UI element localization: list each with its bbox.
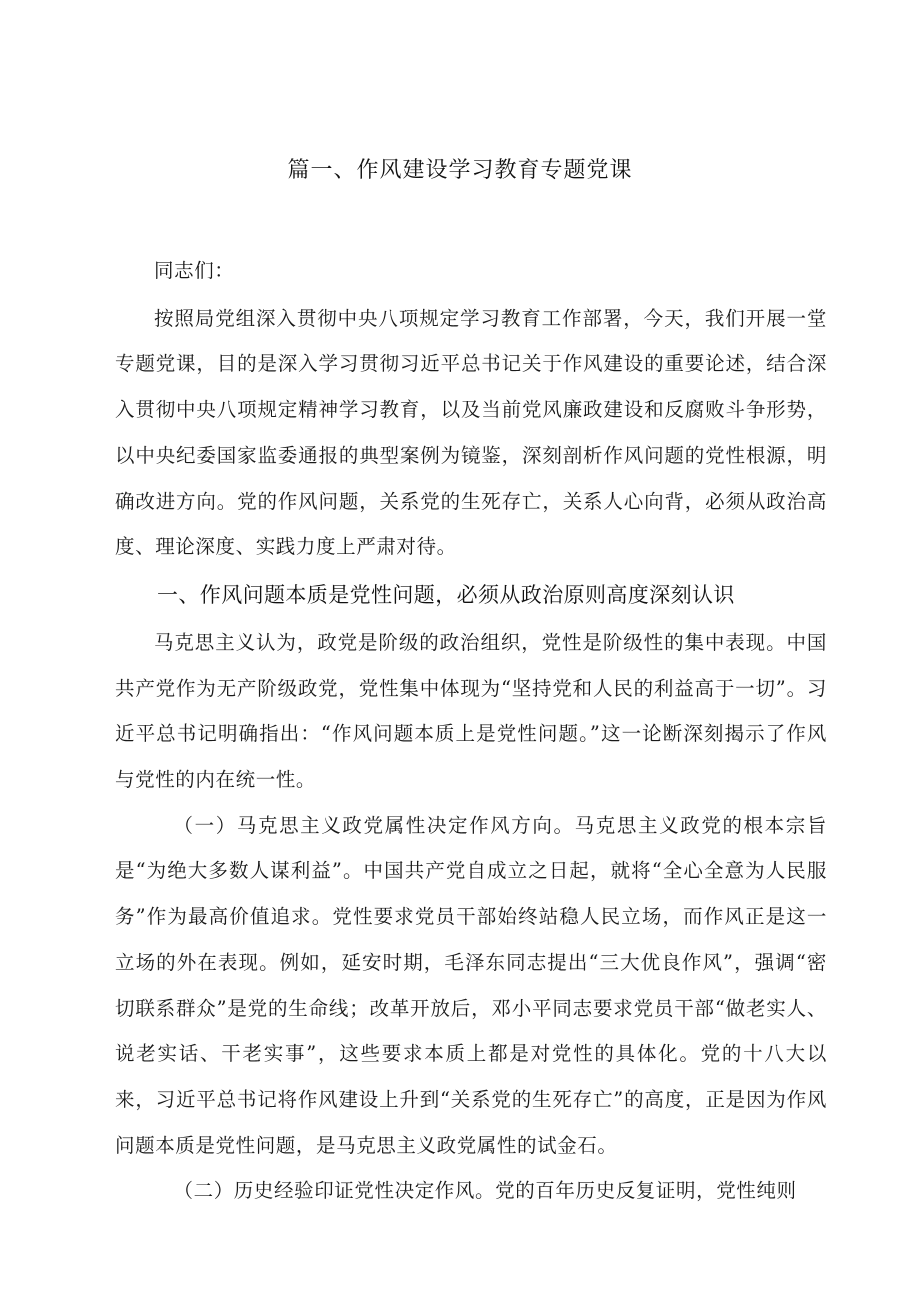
section-heading-1: 一、作风问题本质是党性问题，必须从政治原则高度深刻认识 <box>157 582 735 607</box>
intro-paragraph: 按照局党组深入贯彻中央八项规定学习教育工作部署，今天，我们开展一堂专题党课，目的是深入学习贯彻习近平总书记关于作风建设的重要论述，结合深入贯彻中央八项规定精神学习教育，以及当前党风廉政建设和反腐败斗争形势，以中央纪委国家监委通报的典型案例为镜鉴，深刻剖析作风问题的党性根源，明确改进方向。党的作风问题，关系党的生死存亡，关系人心向背，必须从政治高度、理论深度、实践力度上严肃对待。 <box>115 306 827 559</box>
document-title: 篇一、作风建设学习教育专题党课 <box>287 158 633 183</box>
point-2-paragraph: （二）历史经验印证党性决定作风。党的百年历史反复证明，党性纯则 <box>173 1179 797 1203</box>
salutation: 同志们： <box>154 259 235 282</box>
document-body <box>115 248 827 1214</box>
section-1-intro-paragraph: 马克思主义认为，政党是阶级的政治组织，党性是阶级性的集中表现。中国共产党作为无产阶级政党，党性集中体现为“坚持党和人民的利益高于一切”。习近平总书记明确指出：“作风问题本质上是党性问题。”这一论断深刻揭示了作风与党性的内在统一性。 <box>115 630 827 792</box>
point-1-paragraph: （一）马克思主义政党属性决定作风方向。马克思主义政党的根本宗旨是“为绝大多数人谋利益”。中国共产党自成立之日起，就将“全心全意为人民服务”作为最高价值追求。党性要求党员干部始终站稳人民立场，而作风正是这一立场的外在表现。例如，延安时期，毛泽东同志提出“三大优良作风”，强调“密切联系群众”是党的生命线；改革开放后，邓小平同志要求党员干部“做老实人、说老实话、干老实事”，这些要求本质上都是对党性的具体化。党的十八大以来，习近平总书记将作风建设上升到“关系党的生死存亡”的高度，正是因为作风问题本质是党性问题，是马克思主义政党属性的试金石。 <box>115 813 827 1157</box>
